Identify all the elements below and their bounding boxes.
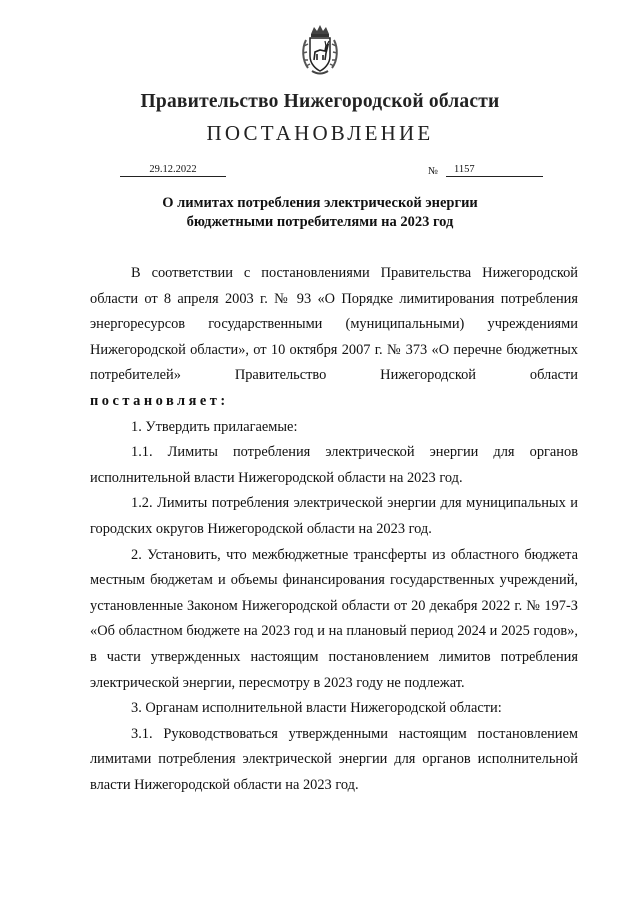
- document-title: [0, 194, 640, 232]
- paragraph-1-2: 1.2. Лимиты потребления электрической энергии для муниципальных и городских округов Нижегородской области на 2023 год.: [90, 495, 578, 537]
- organization-name: Правительство Нижегородской области: [140, 91, 500, 112]
- paragraph-1: 1. Утвердить прилагаемые:: [131, 418, 298, 435]
- resolves-keyword: постановляет:: [90, 392, 229, 409]
- document-number: 1157: [446, 163, 543, 177]
- document-type: ПОСТАНОВЛЕНИЕ: [206, 121, 434, 145]
- document-title-line-2: бюджетными потребителями на 2023 год: [186, 214, 454, 230]
- paragraph-2: 2. Установить, что межбюджетные трансферты из областного бюджета местным бюджетам и объемы финансирования государственных учреждений, установленные Законом Нижегородской области от 20 декабря 2022 г. № 197-З «Об областном бюджете на 2023 год и на плановый период 2024 и 2025 годов», в части утвержденных настоящим постановлением лимитов потребления электрической энергии, пересмотру в 2023 году не подлежат.: [90, 546, 578, 691]
- paragraph-3-1: 3.1. Руководствоваться утвержденными настоящим постановлением лимитами потребления электрической энергии для органов исполнительной власти Нижегородской области на 2023 год.: [90, 725, 578, 793]
- document-body: [90, 261, 578, 798]
- document-title-line-1: О лимитах потребления электрической энергии: [162, 195, 478, 211]
- number-label: №: [428, 166, 439, 177]
- nizhny-novgorod-coat-of-arms-icon: [300, 24, 340, 76]
- preamble-paragraph: В соответствии с постановлениями Правительства Нижегородской области от 8 апреля 2003 г. № 93 «О Порядке лимитирования потребления энергоресурсов государственными (муниципальными) учреждениями Нижегородской области», от 10 октября 2007 г. № 373 «О перечне бюджетных потребителей» Правительство Нижегородской области: [90, 265, 578, 384]
- paragraph-1-1: 1.1. Лимиты потребления электрической энергии для органов исполнительной власти Нижегородской области на 2023 год.: [90, 444, 578, 486]
- paragraph-3: 3. Органам исполнительной власти Нижегородской области:: [131, 700, 502, 717]
- document-date: 29.12.2022: [120, 163, 226, 177]
